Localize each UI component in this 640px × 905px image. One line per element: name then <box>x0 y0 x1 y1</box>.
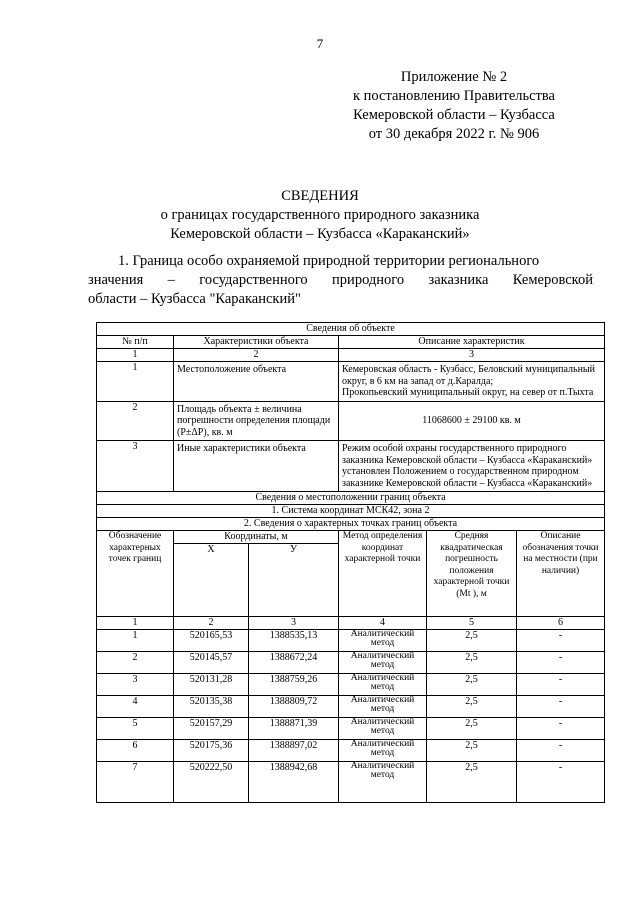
point-y: 1388535,13 <box>249 629 339 651</box>
col-number: 6 <box>517 616 605 629</box>
point-x: 520175,36 <box>174 739 249 761</box>
point-method: Аналитический метод <box>339 717 427 739</box>
point-row <box>97 739 605 761</box>
header-description: Описание характеристик <box>339 336 605 349</box>
boundary-table <box>96 322 605 803</box>
point-row <box>97 673 605 695</box>
object-row <box>97 441 605 492</box>
point-id: 5 <box>97 717 174 739</box>
object-row-characteristic: Местоположение объекта <box>174 362 339 402</box>
header-y: У <box>249 543 339 616</box>
point-description: - <box>517 629 605 651</box>
point-id: 2 <box>97 651 174 673</box>
point-method: Аналитический метод <box>339 651 427 673</box>
location-section-title-row <box>97 492 605 505</box>
point-description: - <box>517 651 605 673</box>
intro-line-3: области – Кузбасса "Караканский" <box>88 291 301 307</box>
point-method: Аналитический метод <box>339 673 427 695</box>
col-number: 2 <box>174 349 339 362</box>
point-id: 7 <box>97 761 174 802</box>
points-col-number-row <box>97 616 605 629</box>
object-row-description: 11068600 ± 29100 кв. м <box>339 401 605 441</box>
col-number: 2 <box>174 616 249 629</box>
col-number: 3 <box>339 349 605 362</box>
object-row-description: Кемеровская область - Кузбасс, Беловский муниципальный округ, в 6 км на запад от д.Каралда; Прокопьевский муниципальный округ, на север от п.Тыхта <box>339 362 605 402</box>
object-row-num: 1 <box>97 362 174 402</box>
header-point-description: Описание обозначения точки на местности (при наличии) <box>517 531 605 617</box>
point-y: 1388871,39 <box>249 717 339 739</box>
point-row <box>97 629 605 651</box>
col-number: 1 <box>97 349 174 362</box>
header-characteristic: Характеристики объекта <box>174 336 339 349</box>
point-description: - <box>517 739 605 761</box>
point-x: 520222,50 <box>174 761 249 802</box>
point-y: 1388942,68 <box>249 761 339 802</box>
point-error: 2,5 <box>427 629 517 651</box>
appendix-line-4: от 30 декабря 2022 г. № 906 <box>368 126 540 142</box>
point-row <box>97 761 605 802</box>
point-description: - <box>517 761 605 802</box>
object-section-title-row <box>97 323 605 336</box>
coord-system-row <box>97 505 605 518</box>
intro-paragraph <box>88 252 593 309</box>
title-line-1: СВЕДЕНИЯ <box>281 188 359 204</box>
points-header-row-1 <box>97 531 605 544</box>
point-description: - <box>517 695 605 717</box>
object-row-characteristic: Иные характеристики объекта <box>174 441 339 492</box>
point-y: 1388672,24 <box>249 651 339 673</box>
appendix-header <box>330 68 578 144</box>
point-x: 520135,38 <box>174 695 249 717</box>
col-number: 1 <box>97 616 174 629</box>
object-row <box>97 401 605 441</box>
point-id: 6 <box>97 739 174 761</box>
point-y: 1388809,72 <box>249 695 339 717</box>
point-row <box>97 695 605 717</box>
page-number: 7 <box>316 36 324 51</box>
point-description: - <box>517 673 605 695</box>
point-x: 520131,28 <box>174 673 249 695</box>
point-x: 520165,53 <box>174 629 249 651</box>
point-row <box>97 651 605 673</box>
points-title-row <box>97 518 605 531</box>
point-x: 520145,57 <box>174 651 249 673</box>
point-error: 2,5 <box>427 717 517 739</box>
header-method: Метод определения координат характерной точки <box>339 531 427 617</box>
point-description: - <box>517 717 605 739</box>
point-error: 2,5 <box>427 695 517 717</box>
object-row-num: 2 <box>97 401 174 441</box>
point-id: 3 <box>97 673 174 695</box>
appendix-line-2: к постановлению Правительства <box>353 88 555 104</box>
point-y: 1388759,26 <box>249 673 339 695</box>
point-y: 1388897,02 <box>249 739 339 761</box>
appendix-line-3: Кемеровской области – Кузбасса <box>353 107 555 123</box>
point-error: 2,5 <box>427 761 517 802</box>
location-section-title: Сведения о местоположении границ объекта <box>97 492 605 505</box>
point-id: 4 <box>97 695 174 717</box>
header-num: № п/п <box>97 336 174 349</box>
appendix-line-1: Приложение № 2 <box>400 69 508 85</box>
point-error: 2,5 <box>427 651 517 673</box>
object-row-num: 3 <box>97 441 174 492</box>
point-id: 1 <box>97 629 174 651</box>
point-method: Аналитический метод <box>339 739 427 761</box>
title-line-2: о границах государственного природного заказника <box>160 207 480 223</box>
header-error: Средняя квадратическая погрешность положения характерной точки (Mt ), м <box>427 531 517 617</box>
point-row <box>97 717 605 739</box>
header-x: X <box>174 543 249 616</box>
object-row-characteristic: Площадь объекта ± величина погрешности определения площади (P±ΔP), кв. м <box>174 401 339 441</box>
points-title: 2. Сведения о характерных точках границ объекта <box>97 518 605 531</box>
point-x: 520157,29 <box>174 717 249 739</box>
point-method: Аналитический метод <box>339 695 427 717</box>
object-section-title: Сведения об объекте <box>97 323 605 336</box>
object-header-row <box>97 336 605 349</box>
point-error: 2,5 <box>427 673 517 695</box>
point-error: 2,5 <box>427 739 517 761</box>
point-method: Аналитический метод <box>339 629 427 651</box>
document-title <box>80 187 560 244</box>
point-method: Аналитический метод <box>339 761 427 802</box>
object-row <box>97 362 605 402</box>
col-number: 4 <box>339 616 427 629</box>
header-coords: Координаты, м <box>174 531 339 544</box>
intro-line-2: значения – государственного природного заказника Кемеровской <box>88 272 593 288</box>
coord-system: 1. Система координат МСК42, зона 2 <box>97 505 605 518</box>
object-row-description: Режим особой охраны государственного природного заказника Кемеровской области – Кузбасса «Караканский» установлен Положением о государственном природном заказнике Кемеровской области – Кузбасса «Караканский» <box>339 441 605 492</box>
title-line-3: Кемеровской области – Кузбасса «Караканский» <box>170 226 470 242</box>
col-number: 3 <box>249 616 339 629</box>
header-designation: Обозначение характерных точек границ <box>97 531 174 617</box>
object-number-row <box>97 349 605 362</box>
col-number: 5 <box>427 616 517 629</box>
intro-line-1: 1. Граница особо охраняемой природной территории регионального <box>118 253 540 269</box>
